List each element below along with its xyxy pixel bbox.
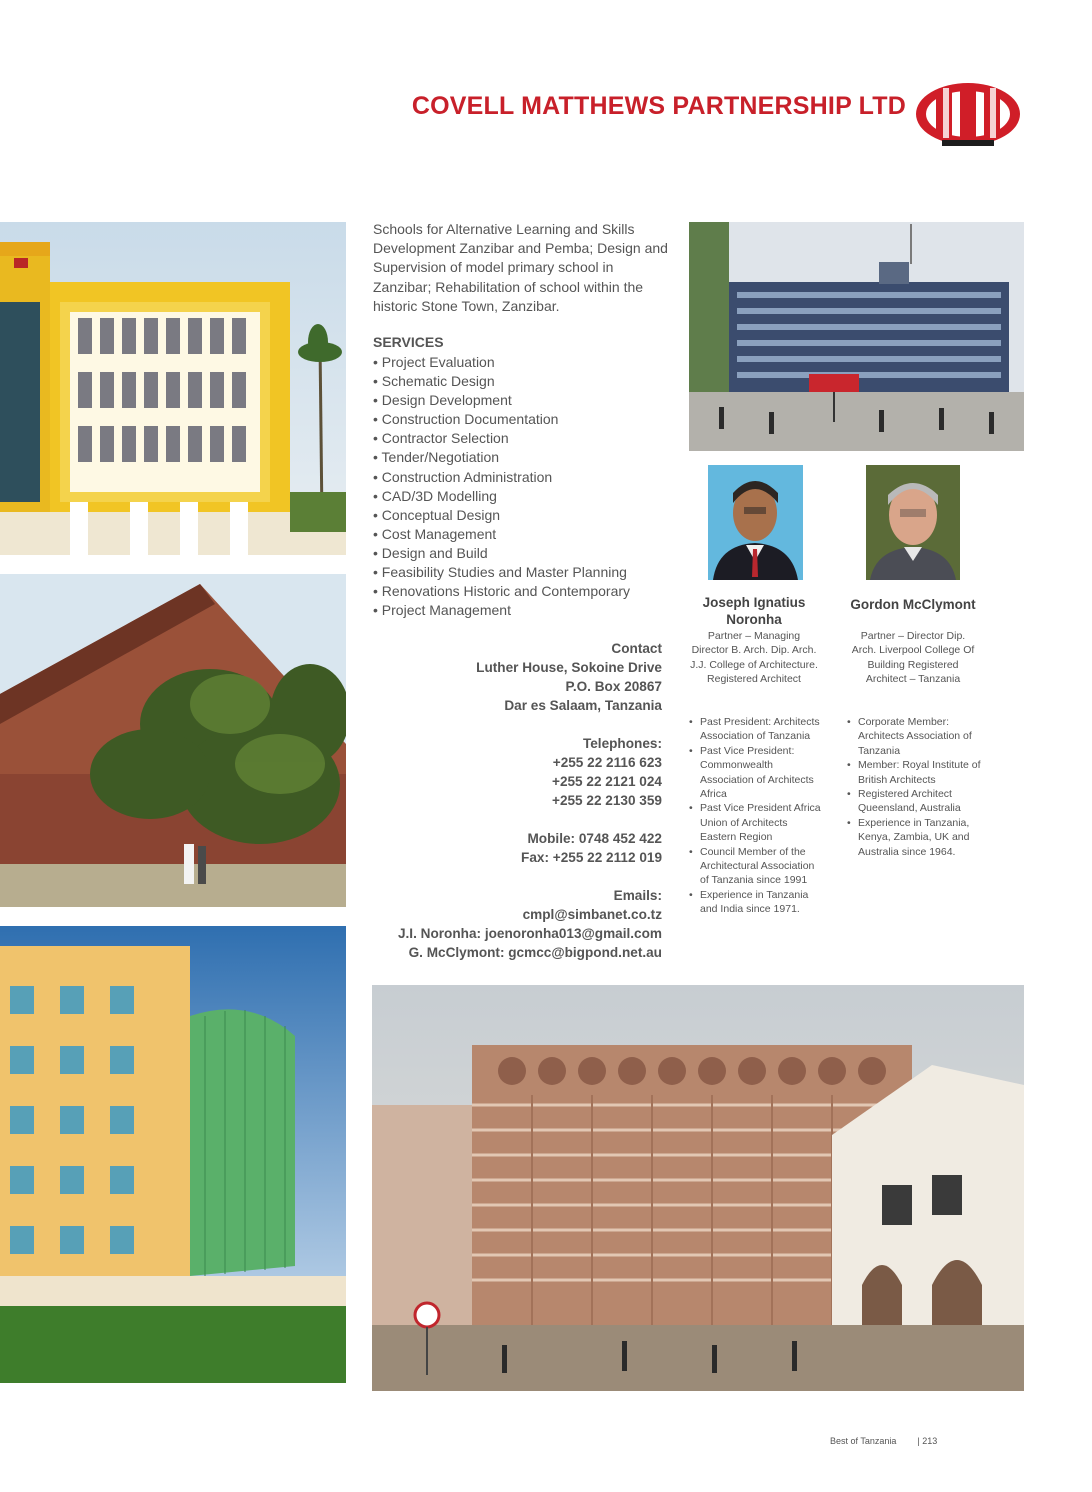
photo-arched-highrise — [372, 985, 1024, 1391]
phone-number: +255 22 2116 623 — [552, 755, 662, 770]
person-details: Partner – Managing Director B. Arch. Dip. Arch. J.J. College of Architecture. Registered Architect — [690, 630, 818, 686]
portrait-joseph-noronha — [708, 465, 803, 580]
list-item: • Past Vice President: Commonwealth Association of Architects Africa — [688, 744, 826, 802]
contact-heading: Contact — [611, 641, 662, 656]
list-item: • Corporate Member: Architects Association of Tanzania — [846, 715, 986, 758]
address-line: Luther House, Sokoine Drive — [476, 660, 662, 675]
list-item: • Past President: Architects Association of Tanzania — [688, 715, 826, 744]
person-name: Gordon McClymont — [850, 597, 976, 612]
fax-number: Fax: +255 22 2112 019 — [521, 850, 662, 865]
list-item: • Construction Documentation — [373, 411, 559, 428]
list-item: • Schematic Design — [373, 373, 495, 390]
person-details: Partner – Director Dip. Arch. Liverpool College Of Building Registered Architect – Tanzania — [851, 630, 975, 686]
phone-number: +255 22 2130 359 — [552, 793, 662, 808]
address-line: Dar es Salaam, Tanzania — [504, 698, 662, 713]
list-item: • Cost Management — [373, 525, 497, 542]
list-item: • Past Vice President Africa Union of Architects Eastern Region — [688, 801, 826, 844]
intro-paragraph: Schools for Alternative Learning and Skills Development Zanzibar and Pemba; Design and Supervision of model primary school in Zanzibar; Rehabilitation of school within the historic Stone Town, Zanzibar. — [373, 221, 668, 314]
list-item: • Design Development — [373, 392, 512, 409]
footer-publication: Best of Tanzania — [830, 1436, 897, 1446]
page-number: | 213 — [917, 1436, 938, 1446]
list-item: • Experience in Tanzania and India since 1971. — [688, 888, 826, 917]
photo-yellow-building — [0, 222, 346, 555]
services-heading: SERVICES — [373, 334, 444, 350]
portrait-gordon-mcclymont — [866, 465, 960, 580]
list-item: • Member: Royal Institute of British Architects — [846, 758, 986, 787]
cmp-logo-icon — [912, 78, 1024, 150]
list-item: • Project Management — [373, 602, 511, 619]
mobile-number: Mobile: 0748 452 422 — [527, 831, 662, 846]
address-line: P.O. Box 20867 — [565, 679, 662, 694]
list-item: • Registered Architect Queensland, Australia — [846, 787, 986, 816]
list-item: • Tender/Negotiation — [373, 449, 500, 466]
photo-yellow-tower — [0, 926, 346, 1383]
photo-office-block — [689, 222, 1024, 451]
list-item: • Contractor Selection — [373, 430, 509, 447]
list-item: • CAD/3D Modelling — [373, 487, 497, 504]
email-link[interactable]: cmpl@simbanet.co.tz — [522, 907, 662, 922]
services-list — [373, 353, 673, 620]
email-link[interactable]: G. McClymont: gcmcc@bigpond.net.au — [408, 945, 662, 960]
phone-number: +255 22 2121 024 — [552, 774, 662, 789]
person-bullets — [846, 715, 986, 859]
list-item: • Conceptual Design — [373, 506, 501, 523]
person-name: Joseph Ignatius Noronha — [702, 595, 806, 627]
list-item: • Council Member of the Architectural Association of Tanzania since 1991 — [688, 845, 826, 888]
footer — [830, 1436, 937, 1446]
list-item: • Renovations Historic and Contemporary — [373, 583, 631, 600]
list-item: • Feasibility Studies and Master Planning — [373, 564, 627, 581]
company-title: COVELL MATTHEWS PARTNERSHIP LTD — [411, 92, 906, 120]
list-item: • Construction Administration — [373, 468, 553, 485]
person-bullets — [688, 715, 826, 917]
list-item: • Project Evaluation — [373, 354, 495, 370]
email-link[interactable]: J.I. Noronha: joenoronha013@gmail.com — [397, 926, 662, 941]
photo-brick-building — [0, 574, 346, 907]
telephones-heading: Telephones: — [582, 736, 662, 751]
list-item: • Design and Build — [373, 544, 488, 561]
list-item: • Experience in Tanzania, Kenya, Zambia, UK and Australia since 1964. — [846, 816, 986, 859]
emails-heading: Emails: — [613, 888, 662, 903]
contact-block — [373, 639, 662, 962]
